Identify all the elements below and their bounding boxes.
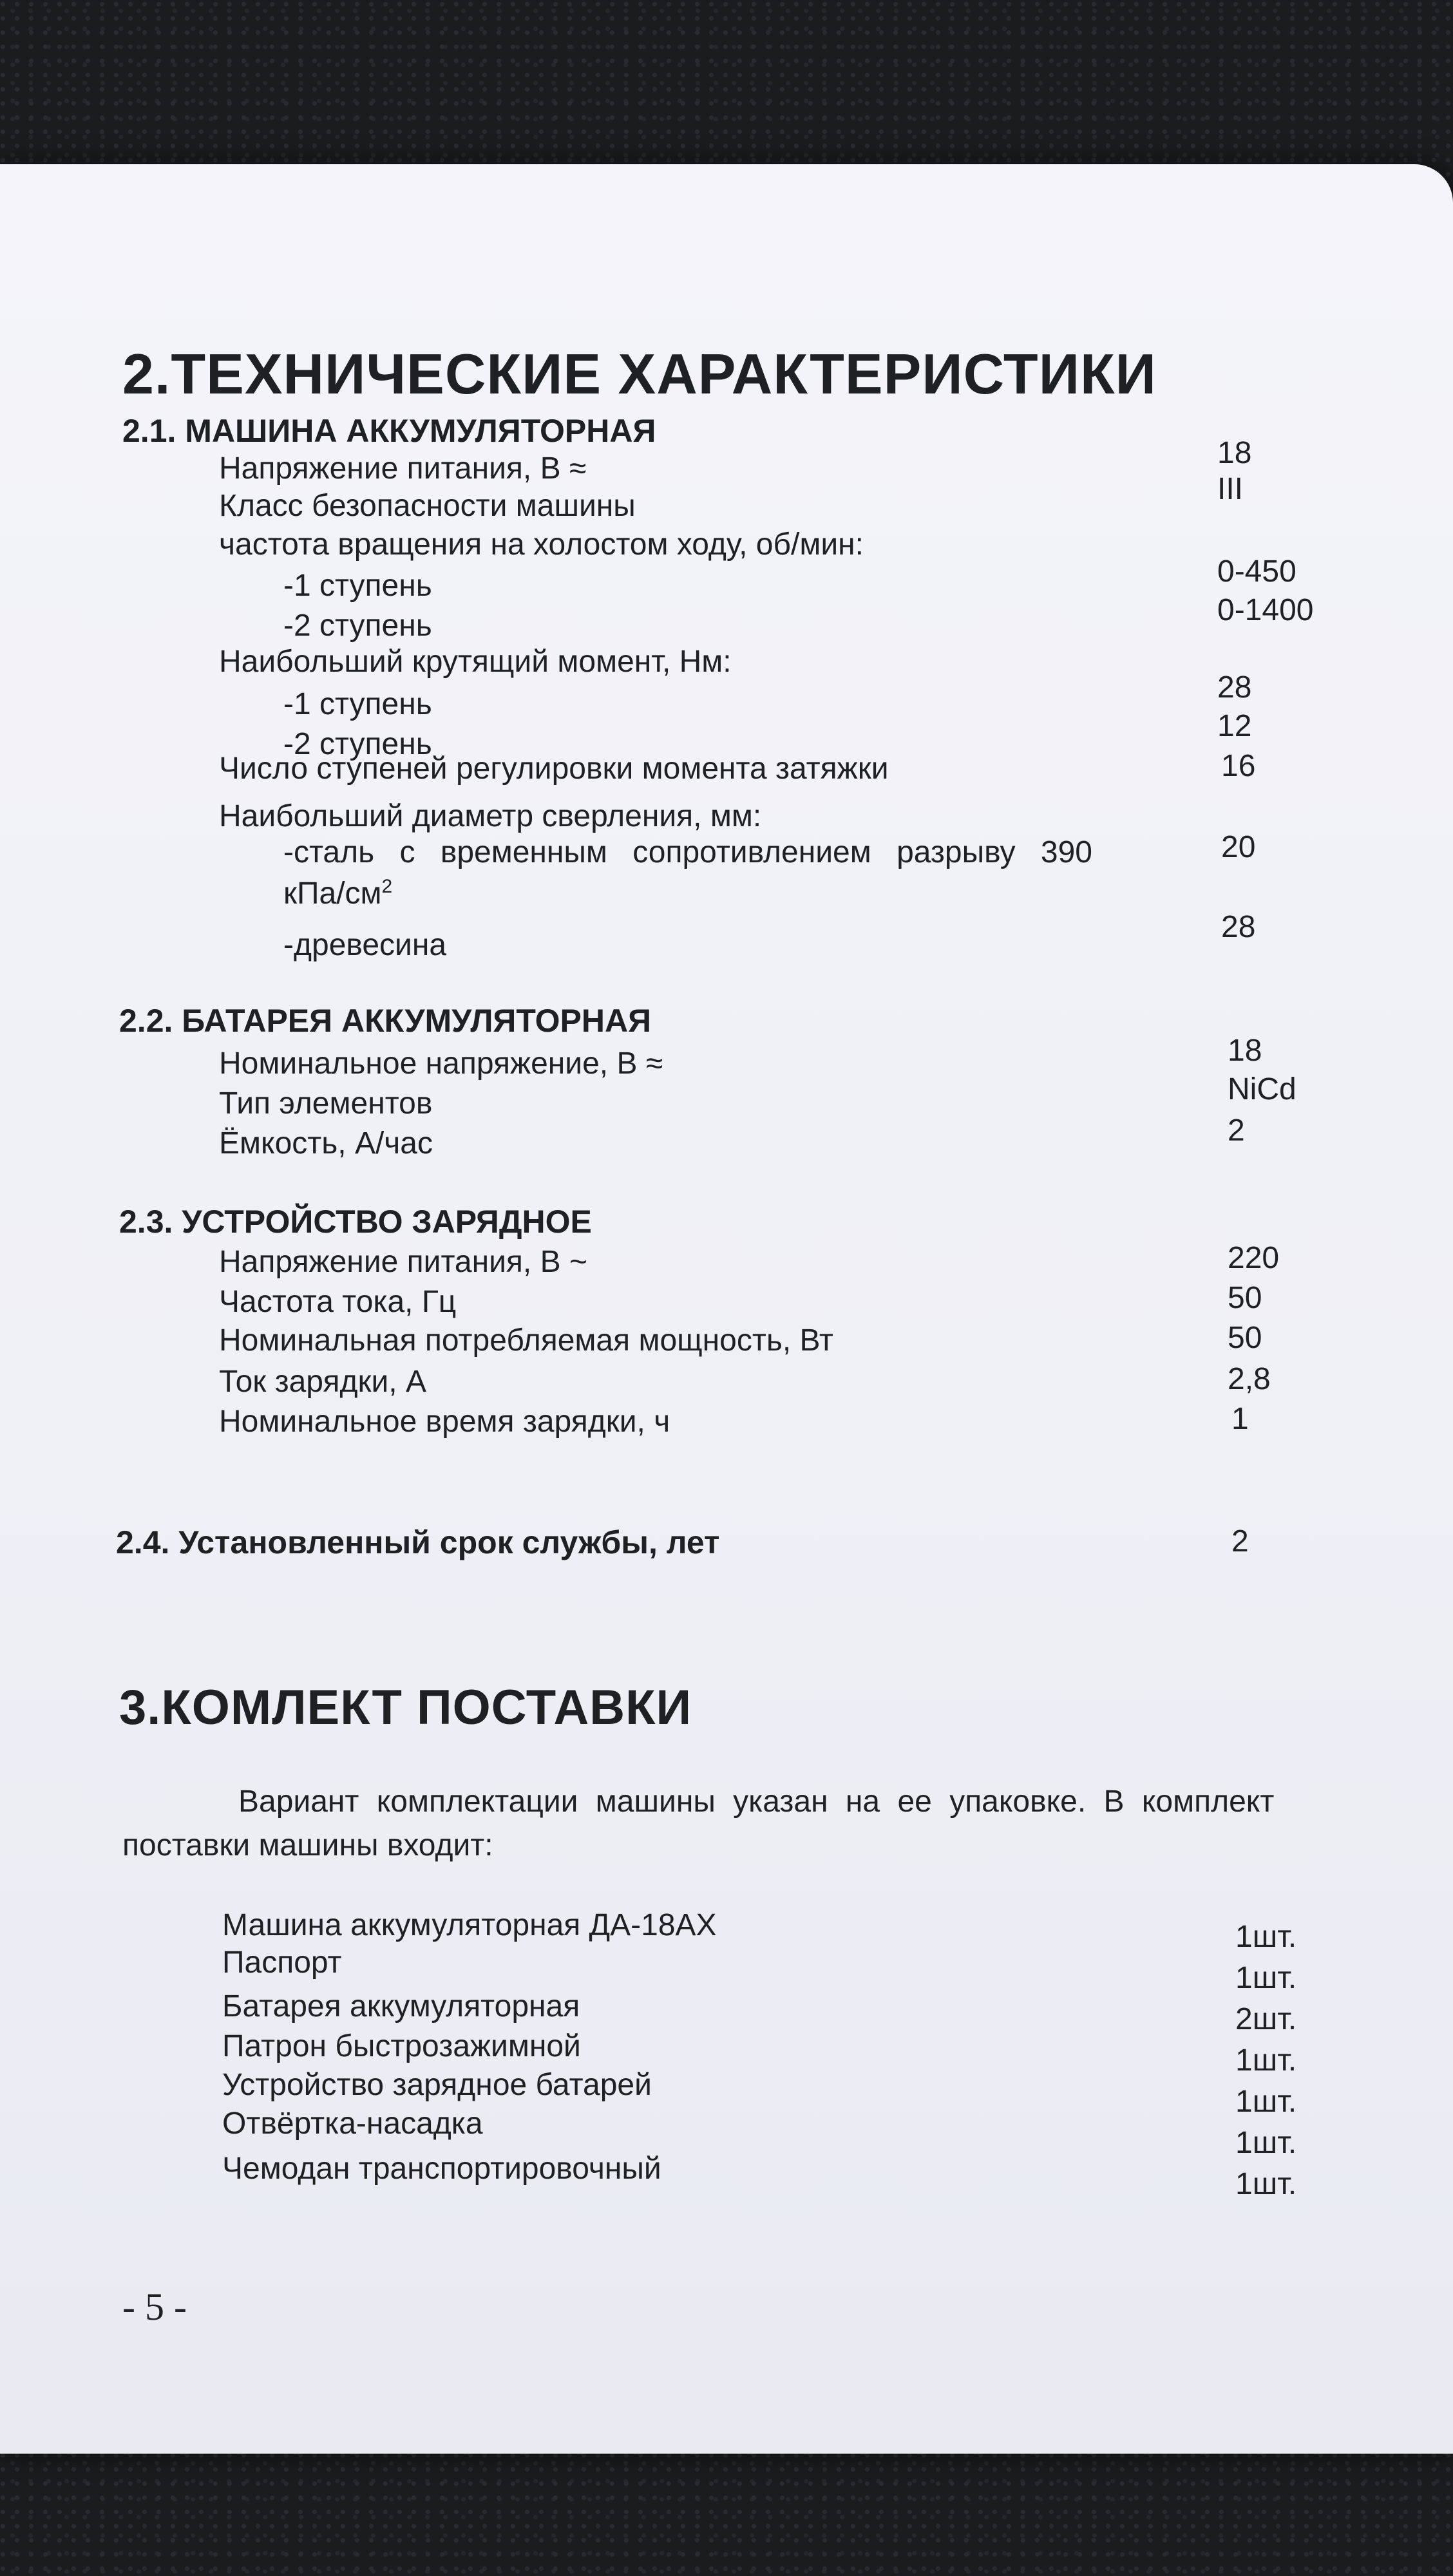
kit-item-qty: 1шт.: [1235, 1961, 1297, 1995]
idle-speed-label: частота вращения на холостом ходу, об/мин:: [219, 527, 864, 562]
charger-voltage-value: 220: [1228, 1241, 1280, 1275]
wood-label: -древесина: [283, 928, 447, 962]
idle-speed-1-value: 0-450: [1217, 554, 1296, 589]
clutch-steps-label: Число ступеней регулировки момента затяжки: [219, 752, 889, 786]
max-drill-label: Наибольший диаметр сверления, мм:: [219, 799, 762, 833]
intro-line-1: Вариант комплектации машины указан на ее упаковке. В комплект: [238, 1785, 1275, 1819]
intro-line-2: поставки машины входит:: [122, 1828, 493, 1862]
idle-speed-2-value: 0-1400: [1217, 593, 1314, 627]
kit-item-qty: 1шт.: [1235, 2043, 1297, 2078]
machine-heading: 2.1. МАШИНА АККУМУЛЯТОРНАЯ: [122, 413, 656, 449]
kit-item-qty: 2шт.: [1235, 2002, 1297, 2036]
kit-item-name: Батарея аккумуляторная: [222, 1989, 580, 2023]
kit-item-name: Машина аккумуляторная ДА-18АХ: [222, 1908, 717, 1942]
clutch-steps-value: 16: [1221, 749, 1256, 783]
current-label: Ток зарядки, А: [219, 1365, 426, 1399]
kit-item-name: Паспорт: [222, 1946, 342, 1980]
machine-voltage-label: Напряжение питания, В ≈: [219, 451, 587, 486]
kit-item-name: Патрон быстрозажимной: [222, 2029, 581, 2063]
safety-class-label: Класс безопасности машины: [219, 489, 636, 523]
steel-label: -сталь с временным сопротивлением разрыву 390: [283, 835, 1092, 869]
max-torque-label: Наибольший крутящий момент, Нм:: [219, 645, 732, 679]
kit-item-qty: 1шт.: [1235, 2167, 1297, 2201]
battery-voltage-label: Номинальное напряжение, В ≈: [219, 1046, 663, 1081]
torque-2-label: -2 ступень: [283, 727, 432, 761]
cell-type-label: Тип элементов: [219, 1086, 433, 1121]
torque-1-label: -1 ступень: [283, 687, 432, 721]
charge-time-label: Номинальное время зарядки, ч: [219, 1405, 670, 1439]
current-value: 2,8: [1228, 1362, 1271, 1396]
capacity-value: 2: [1228, 1113, 1245, 1148]
section-2-title: 2.ТЕХНИЧЕСКИЕ ХАРАКТЕРИСТИКИ: [122, 342, 1157, 406]
kit-item-name: Устройство зарядное батарей: [222, 2068, 652, 2102]
steel-unit: кПа/$см^2$: [283, 876, 393, 911]
kit-item-qty: 1шт.: [1235, 2126, 1297, 2160]
service-life-value: 2: [1231, 1524, 1249, 1558]
cell-type-value: NiCd: [1228, 1072, 1296, 1106]
service-life-label: 2.4. Установленный срок службы, лет: [116, 1524, 720, 1560]
wood-value: 28: [1221, 910, 1256, 944]
kit-item-qty: 1шт.: [1235, 2085, 1297, 2119]
kit-item-name: Отвёртка-насадка: [222, 2107, 483, 2141]
page-number: - 5 -: [122, 2286, 187, 2328]
capacity-label: Ёмкость, А/час: [219, 1126, 433, 1160]
power-value: 50: [1228, 1321, 1262, 1355]
safety-class-value: III: [1217, 472, 1244, 506]
section-3-title: 3.КОМЛЕКТ ПОСТАВКИ: [119, 1680, 692, 1735]
kit-item-qty: 1шт.: [1235, 1920, 1297, 1954]
charge-time-value: 1: [1231, 1402, 1249, 1436]
frequency-value: 50: [1228, 1281, 1262, 1315]
frequency-label: Частота тока, Гц: [219, 1285, 457, 1319]
torque-1-value: 28: [1217, 670, 1252, 705]
steel-value: 20: [1221, 830, 1256, 864]
power-label: Номинальная потребляемая мощность, Вт: [219, 1323, 833, 1358]
charger-heading: 2.3. УСТРОЙСТВО ЗАРЯДНОЕ: [119, 1204, 592, 1240]
battery-voltage-value: 18: [1228, 1034, 1262, 1068]
torque-2-value: 12: [1217, 709, 1252, 743]
idle-speed-2-label: -2 ступень: [283, 609, 432, 643]
machine-voltage-value: 18: [1217, 436, 1252, 470]
battery-heading: 2.2. БАТАРЕЯ АККУМУЛЯТОРНАЯ: [119, 1003, 652, 1039]
kit-item-name: Чемодан транспортировочный: [222, 2152, 661, 2186]
charger-voltage-label: Напряжение питания, В ~: [219, 1245, 587, 1279]
idle-speed-1-label: -1 ступень: [283, 569, 432, 603]
